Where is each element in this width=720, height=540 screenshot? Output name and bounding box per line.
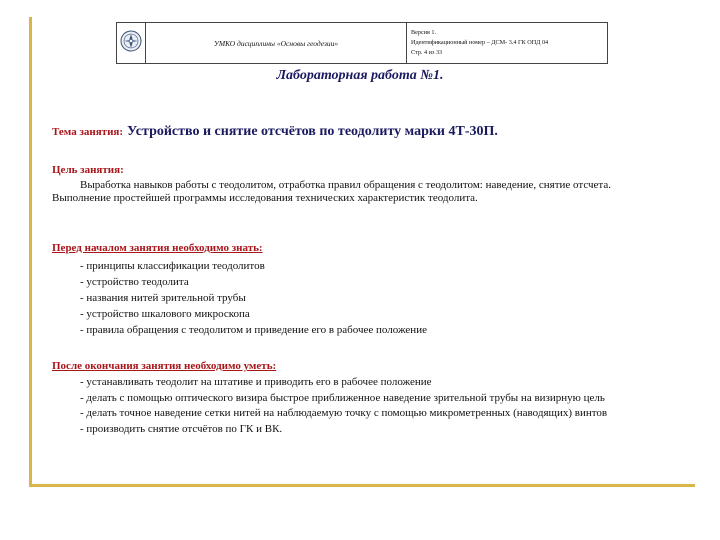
can-title: После окончания занятия необходимо уметь: (52, 360, 277, 372)
list-item: - делать точное наведение сетки нитей на наблюдаемую точку с помощью микрометренных (наводящих) винтов (80, 407, 608, 419)
course-title: УМКО дисциплины «Основы геодезии» (146, 23, 407, 64)
version-info (407, 23, 608, 64)
list-item: - устройство шкалового микроскопа (80, 308, 250, 320)
logo-cell (117, 23, 146, 64)
list-item: - правила обращения с теодолитом и приведение его в рабочее положение (80, 324, 427, 336)
goal-text: Выработка навыков работы с теодолитом, отработка правил обращения с теодолитом: наведение, снятие отсчета. Выполнение простейшей программы исследования технических характеристик теодолита. (52, 179, 611, 204)
page-number: Стр. 4 из 33 (411, 49, 443, 56)
topic-value: Устройство и снятие отсчётов по теодолиту марки 4Т-30П. (127, 124, 498, 139)
list-item: - названия нитей зрительной трубы (80, 292, 246, 304)
list-item: - устройство теодолита (80, 276, 189, 288)
list-item: - принципы классификации теодолитов (80, 260, 265, 272)
id-number: Идентификационный номер – ДСМ- 3.4 ГК ОПД 04 (411, 39, 549, 46)
lab-title: Лабораторная работа №1. (276, 68, 444, 83)
list-item: - производить снятие отсчётов по ГК и ВК. (80, 422, 283, 435)
version-label: Версия 1. (411, 29, 437, 36)
geodesy-seal-icon (120, 30, 142, 52)
list-item: - устанавливать теодолит на штативе и приводить его в рабочее положение (80, 376, 432, 388)
frame-bottom-rule (29, 484, 695, 487)
frame-left-rule (29, 17, 32, 487)
document-header (116, 22, 608, 64)
know-title: Перед началом занятия необходимо знать: (52, 242, 263, 254)
goal-title: Цель занятия: (52, 164, 124, 176)
topic-label: Тема занятия: (52, 126, 124, 138)
topic-line (52, 122, 672, 140)
can-list (52, 376, 668, 438)
know-list (52, 258, 668, 338)
list-item: - делать с помощью оптического визира быстрое приближенное наведение зрительной трубы на визирную цель (80, 391, 605, 404)
